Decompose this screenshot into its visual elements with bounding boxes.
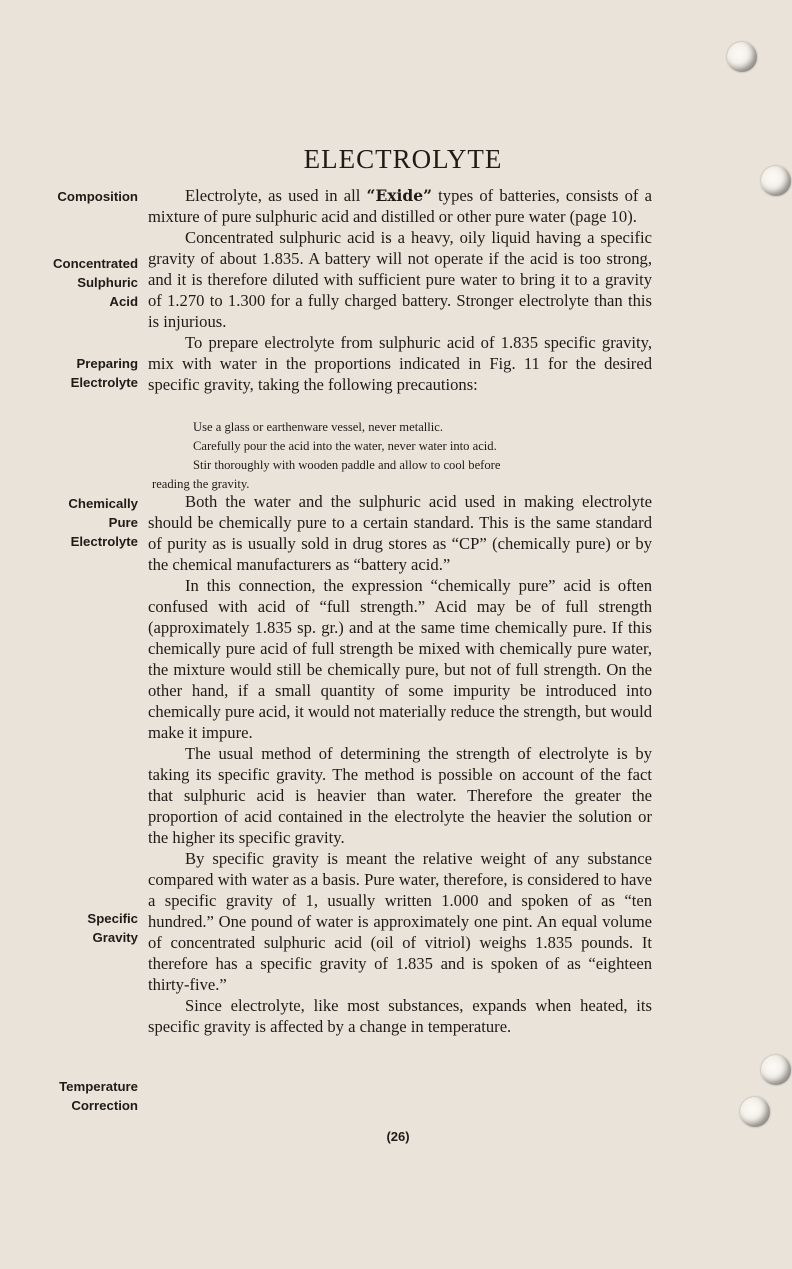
paragraph-determining-strength: The usual method of determining the strength of electrolyte is by taking its specific gravity. The method is possible on account of the fact that sulphuric acid is heavier than water. Therefore the greater the proportion of acid contained in the electrolyte the heavier the solution or the higher its specific gravity. — [148, 744, 652, 847]
side-label-temperature-correction: Temperature Correction — [59, 1079, 138, 1113]
body-text-top — [148, 185, 652, 395]
precaution-item: reading the gravity. — [152, 477, 250, 491]
paragraph-preparing: To prepare electrolyte from sulphuric acid of 1.835 specific gravity, mix with water in the proportions indicated in Fig. 11 for the desired specific gravity, taking the following precautions: — [148, 333, 652, 394]
paragraph-chemically-pure: Both the water and the sulphuric acid used in making electrolyte should be chemically pure to a certain standard. This is the same standard of purity as is usually sold in drug stores as “CP” (chemically pure) or by the chemical manufacturers as “battery acid.” — [148, 492, 652, 574]
page-title: ELECTROLYTE — [303, 144, 503, 174]
side-label-specific-gravity: Specific Gravity — [87, 911, 138, 945]
side-label-preparing-electrolyte: Preparing Electrolyte — [70, 356, 138, 390]
paragraph-concentrated-acid: Concentrated sulphuric acid is a heavy, oily liquid having a specific gravity of about 1.835. A battery will not operate if the acid is too strong, and it is therefore diluted with sufficient pure water to bring it to a gravity of 1.270 to 1.300 for a fully charged battery. Stronger electrolyte than this is injurious. — [148, 228, 652, 331]
binder-hole — [727, 42, 757, 72]
side-label-concentrated-sulphuric-acid: Concentrated Sulphuric Acid — [53, 256, 138, 309]
binder-hole — [740, 1097, 770, 1127]
paragraph-composition: Electrolyte, as used in all “Exide” types of batteries, consists of a mixture of pure sulphuric acid and distilled or other pure water (page 10). — [148, 186, 652, 226]
paragraph-full-strength: In this connection, the expression “chemically pure” acid is often confused with acid of “full strength.” Acid may be of full strength (approximately 1.835 sp. gr.) and at the same time chemically pure. If this chemically pure acid of full strength be mixed with chemically pure water, the mixture would still be chemically pure, but not of full strength. On the other hand, if a small quantity of some impurity be introduced into chemically pure acid, it would not materially reduce the strength, but would make it impure. — [148, 576, 652, 742]
page-number: (26) — [386, 1129, 410, 1144]
side-label-composition: Composition — [57, 189, 138, 204]
precautions-list — [152, 418, 653, 494]
exide-brand-mark: “Exide” — [366, 186, 433, 205]
side-label-chemically-pure-electrolyte: Chemically Pure Electrolyte — [68, 496, 138, 549]
binder-hole — [761, 1055, 791, 1085]
body-text-main — [148, 491, 652, 1037]
precaution-item: Use a glass or earthenware vessel, never metallic. — [193, 420, 444, 434]
precaution-item: Stir thoroughly with wooden paddle and allow to cool before — [193, 458, 501, 472]
paragraph-temperature: Since electrolyte, like most substances, expands when heated, its specific gravity is affected by a change in temperature. — [148, 996, 652, 1036]
paragraph-specific-gravity: By specific gravity is meant the relative weight of any substance compared with water as a basis. Pure water, therefore, is considered to have a specific gravity of 1, usually written 1.000 and spoken of as “ten hundred.” One pound of water is approximately one pint. An equal volume of concentrated sulphuric acid (oil of vitriol) weighs 1.835 pounds. It therefore has a specific gravity of 1.835 and is spoken of as “eighteen thirty-five.” — [148, 849, 652, 994]
precaution-item: Carefully pour the acid into the water, never water into acid. — [193, 439, 497, 453]
